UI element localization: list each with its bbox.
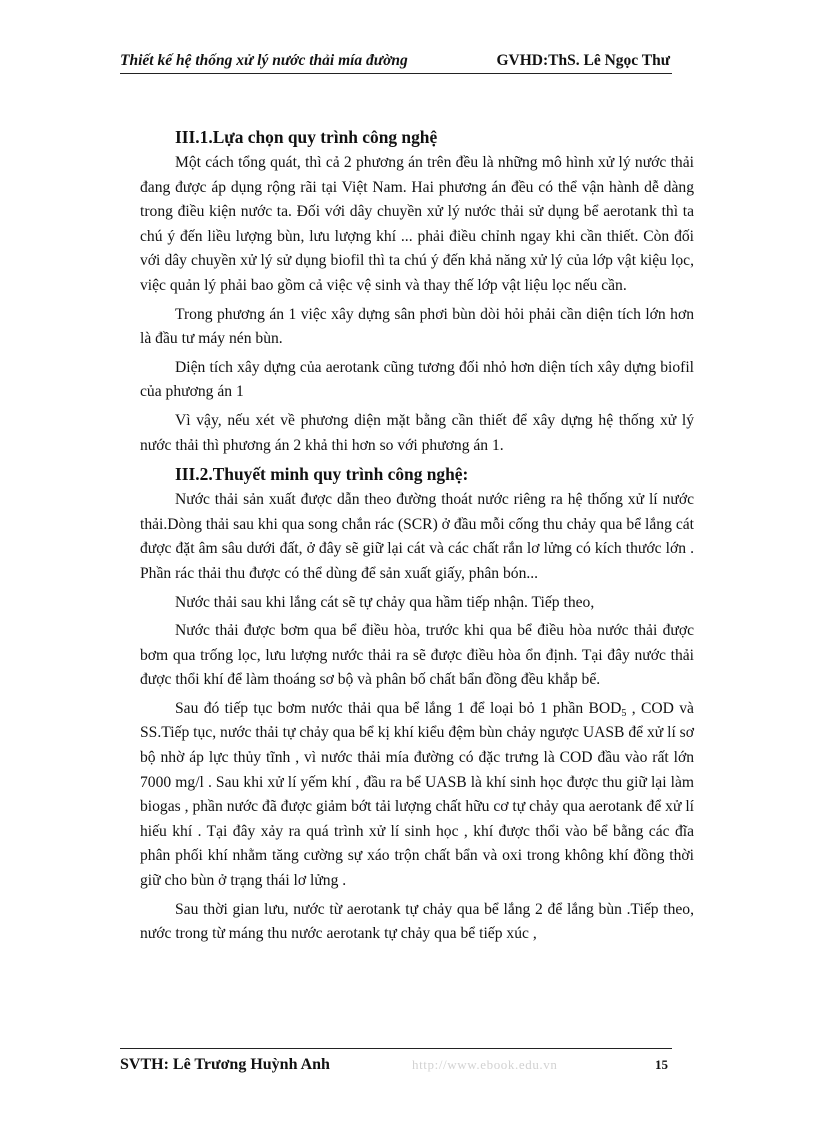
- advisor-name: GVHD:ThS. Lê Ngọc Thư: [496, 52, 670, 69]
- page-header: [120, 50, 672, 72]
- author-name: SVTH: Lê Trương Huỳnh Anh: [120, 1056, 330, 1073]
- paragraph: Nước thải sản xuất được dẫn theo đường thoát nước riêng ra hệ thống xử lí nước thải.Dòng thải sau khi qua song chắn rác (SCR) ở đầu mỗi cống thu chảy qua bể lắng cát được đặt âm sâu dưới đất, ở đây sẽ giữ lại cát và các chất rắn lơ lửng có kích thước lớn . Phần rác thải thu được có thể dùng để sản xuất giấy, phân bón...: [140, 491, 694, 582]
- paragraph: Diện tích xây dựng của aerotank cũng tương đối nhỏ hơn diện tích xây dựng biofil của phương án 1: [140, 358, 694, 401]
- paragraph-bod: [140, 697, 694, 894]
- document-title: Thiết kế hệ thống xử lý nước thải mía đường: [120, 52, 408, 69]
- section-1-heading: III.1.Lựa chọn quy trình công nghệ: [175, 127, 438, 147]
- paragraph: Nước thải được bơm qua bể điều hòa, trước khi qua bể điều hòa nước thải được bơm qua trống lọc, lưu lượng nước thải ra sẽ được điều hòa ổn định. Tại đây nước thải được thổi khí để làm thoáng sơ bộ và phân bố chất bẩn đồng đều khắp bể.: [140, 622, 694, 689]
- paragraph: Trong phương án 1 việc xây dựng sân phơi bùn dòi hỏi phải cần diện tích lớn hơn là đầu tư máy nén bùn.: [140, 305, 694, 348]
- paragraph: Sau thời gian lưu, nước từ aerotank tự chảy qua bể lắng 2 để lắng bùn .Tiếp theo, nước trong từ máng thu nước aerotank tự chảy qua bể tiếp xúc ,: [140, 900, 694, 943]
- paragraph: Một cách tổng quát, thì cả 2 phương án trên đều là những mô hình xử lý nước thải đang được áp dụng rộng rãi tại Việt Nam. Hai phương án đều có thể vận hành dễ dàng trong điều kiện nước ta. Đối với dây chuyền xử lý nước thải sử dụng bể aerotank thì ta chú ý đến liều lượng bùn, lưu lượng khí ... phải điều chỉnh ngay khi cần thiết. Còn đối với dây chuyền xử lý sử dụng biofil thì ta chú ý đến khả năng xử lý của lớp vật kiệu lọc, việc quản lý phải bao gồm cả việc vệ sinh và thay thế lớp vật liệu lọc nếu cần.: [140, 154, 694, 294]
- paragraph-text: , COD và SS.Tiếp tục, nước thải tự chảy qua bể kị khí kiểu đệm bùn chảy ngược UASB để xử lí sơ bộ nhờ áp lực thủy tĩnh , vì nước thải mía đường có đặc trưng là COD đầu vào rất lớn 7000 mg/l . Sau khi xử lí yếm khí , đầu ra bể UASB là khí sinh học được thu giữ lại làm biogas , phần nước đã được giảm bớt tải lượng chất hữu cơ tự chảy qua aerotank để xử lí hiếu khí . Tại đây xảy ra quá trình xử lí sinh học , khí được thổi vào bể bằng các đĩa phân phối khí nhằm tăng cường sự xáo trộn chất bẩn và oxi trong không khí đồng thời giữ cho bùn ở trạng thái lơ lửng .: [140, 699, 694, 890]
- page-footer: [120, 1053, 672, 1077]
- page-number: 15: [655, 1057, 668, 1072]
- paragraph-text: Sau đó tiếp tục bơm nước thải qua bể lắng 1 để loại bỏ 1 phần BOD: [175, 699, 622, 717]
- document-body: [140, 123, 694, 947]
- paragraph: Nước thải sau khi lắng cát sẽ tự chảy qua hầm tiếp nhận. Tiếp theo,: [175, 593, 595, 611]
- paragraph: Vì vậy, nếu xét về phương diện mặt bằng cần thiết để xây dựng hệ thống xử lý nước thải thì phương án 2 khả thi hơn so với phương án 1.: [140, 411, 694, 454]
- website-link[interactable]: http://www.ebook.edu.vn: [412, 1057, 558, 1072]
- footer-divider: [120, 1048, 672, 1049]
- header-divider: [120, 73, 672, 74]
- subscript: 5: [621, 707, 627, 719]
- section-2-heading: III.2.Thuyết minh quy trình công nghệ:: [175, 464, 469, 485]
